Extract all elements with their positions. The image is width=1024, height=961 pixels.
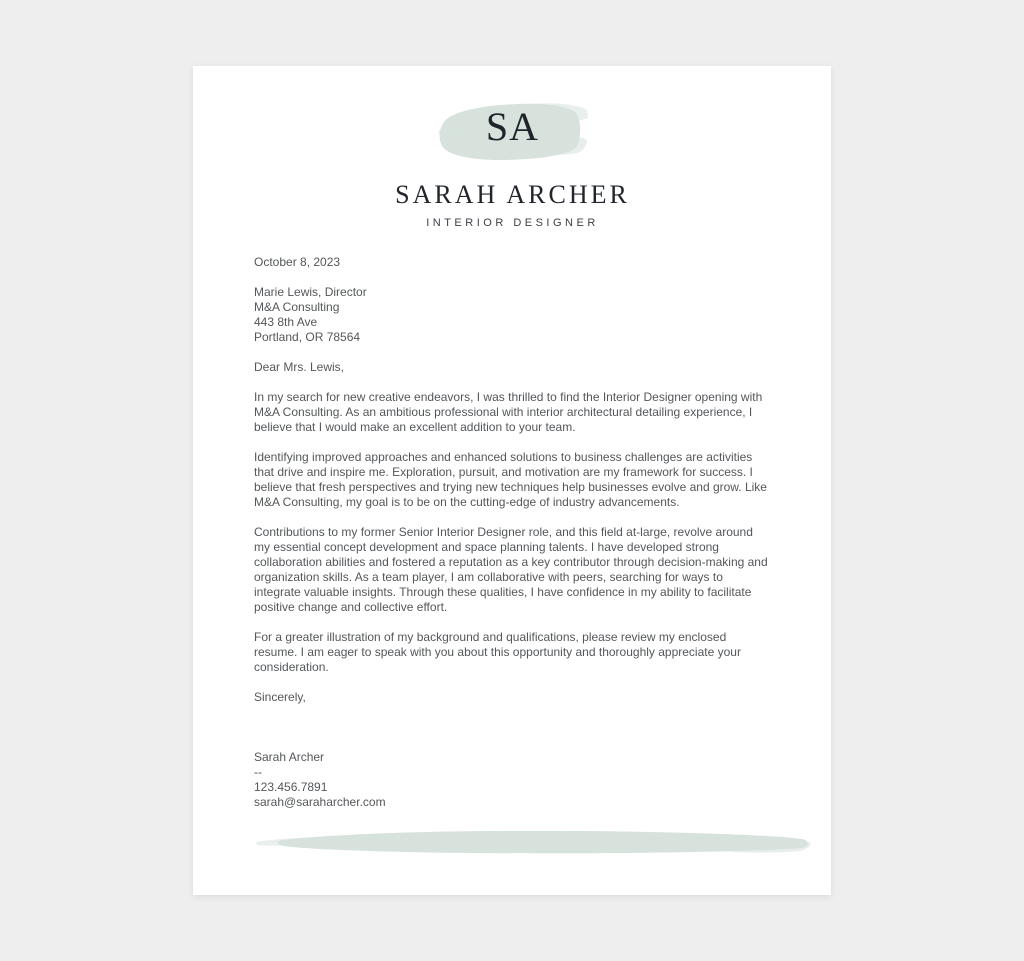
letter-footer <box>254 828 771 856</box>
signature-divider: -- <box>254 765 262 779</box>
recipient-name: Marie Lewis, Director <box>254 285 367 299</box>
letterhead <box>254 96 771 229</box>
salutation: Dear Mrs. Lewis, <box>254 360 345 374</box>
recipient-company: M&A Consulting <box>254 300 340 314</box>
signature-phone: 123.456.7891 <box>254 780 328 794</box>
letter-date: October 8, 2023 <box>254 255 341 269</box>
recipient-city: Portland, OR 78564 <box>254 330 361 344</box>
closing: Sincerely, <box>254 690 306 704</box>
letterhead-name: SARAH ARCHER <box>395 180 630 209</box>
signature-name: Sarah Archer <box>254 750 325 764</box>
letter-page <box>193 66 831 895</box>
letterhead-job-title: INTERIOR DESIGNER <box>426 217 599 229</box>
paragraph-2: Identifying improved approaches and enhanced solutions to business challenges are activities that drive and inspire me. Exploration, pursuit, and motivation are my framework for success. I believe that fresh perspectives and trying new techniques help businesses evolve and grow. Like M&A Consulting, my goal is to be on the cutting-edge of industry advancements. <box>254 450 767 509</box>
recipient-street: 443 8th Ave <box>254 315 318 329</box>
brush-stroke-bottom-icon <box>254 828 814 856</box>
letter-body <box>254 255 771 810</box>
recipient-address <box>254 285 771 345</box>
signature-block <box>254 750 771 810</box>
logo <box>437 96 589 164</box>
signature-email: sarah@saraharcher.com <box>254 795 386 809</box>
paragraph-3: Contributions to my former Senior Interior Designer role, and this field at-large, revolve around my essential concept development and space planning talents. I have developed strong collaboration abilities and fostered a reputation as a key contributor through decision-making and organization skills. As a team player, I am collaborative with peers, searching for ways to integrate valuable insights. Through these qualities, I have confidence in my ability to facilitate positive change and collective effort. <box>254 525 768 614</box>
paragraph-4: For a greater illustration of my background and qualifications, please review my enclosed resume. I am eager to speak with you about this opportunity and thoroughly appreciate your consideration. <box>254 630 741 674</box>
paragraph-1: In my search for new creative endeavors, I was thrilled to find the Interior Designer opening with M&A Consulting. As an ambitious professional with interior architectural detailing experience, I believe that I would make an excellent addition to your team. <box>254 390 763 434</box>
monogram-text: SA <box>485 104 540 149</box>
